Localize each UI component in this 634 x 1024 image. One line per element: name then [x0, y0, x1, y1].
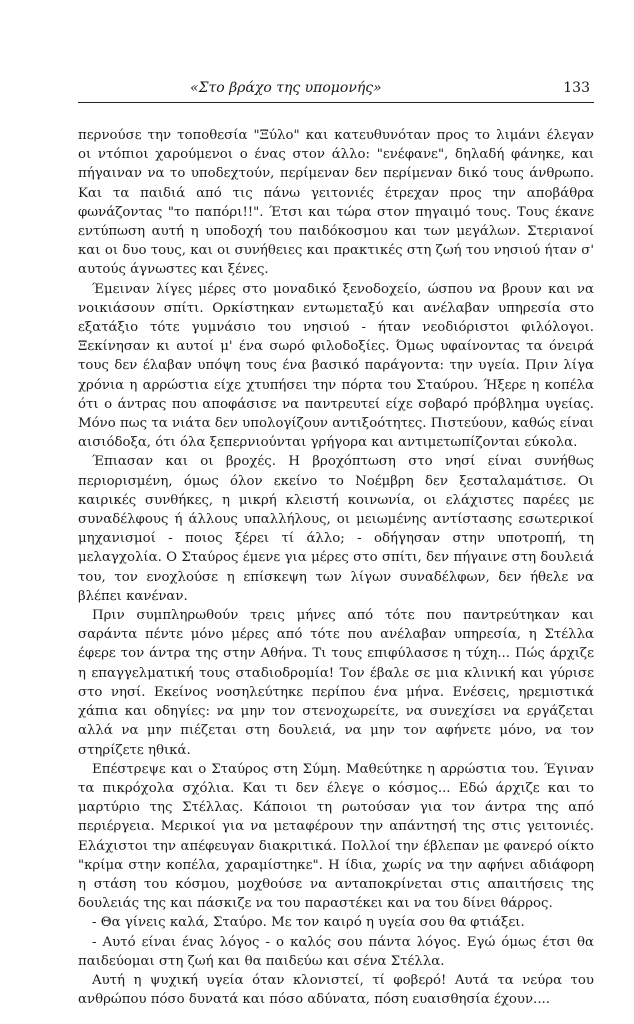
- paragraph: Έπιασαν και οι βροχές. Η βροχόπτωση στο νησί είναι συνήθως περιορισμένη, όμως όλον εκείνο το Νοέμβρη δεν ξεσταλαμάτισε. Οι καιρικές συνθήκες, η μικρή κλειστή κοινωνία, οι ελάχιστες παρέες με συναδέλφους ή άλλους υπαλλήλους, οι μειωμένης αντίστασης εσωτερικοί μηχανισμοί - ποιος ξέρει τί άλλο; - οδήγησαν στην υποτροπή, τη μελαγχολία. Ο Σταύρος έμενε για μέρες στο σπίτι, δεν πήγαινε στη δουλειά του, τον ενοχλούσε η επίσκεψη των λίγων συναδέλφων, δεν ήθελε να βλέπει κανέναν.: [78, 454, 594, 604]
- running-title: «Στο βράχο της υπομονής»: [190, 80, 382, 96]
- page-header: [78, 80, 590, 100]
- body-text: [78, 126, 594, 1009]
- page-number: 133: [563, 80, 590, 96]
- dialogue-line: - Αυτό είναι ένας λόγος - ο καλός σου πάντα λόγος. Εγώ όμως έτσι θα παιδεύομαι στη ζωή και θα παιδεύω και σένα Στέλλα.: [78, 934, 594, 969]
- paragraph: Αυτή η ψυχική υγεία όταν κλονιστεί, τί φοβερό! Αυτά τα νεύρα του ανθρώπου πόσο δυνατά και πόσο αδύνατα, πόση ευαισθησία έχουν....: [78, 972, 594, 1008]
- paragraph: Πριν συμπληρωθούν τρεις μήνες από τότε που παντρεύτηκαν και σαράντα πέντε μόνο μέρες από τότε που ανέλαβαν υπηρεσία, η Στέλλα έφερε τον άντρα της στην Αθήνα. Τι τους επιφύλασσε η τύχη... Πώς άρχιζε η επαγγελματική τους σταδιοδρομία! Τον έβαλε σε μια κλινική και γύρισε στο νησί. Εκείνος νοσηλεύτηκε περίπου ένα μήνα. Ενέσεις, ηρεμιστικά χάπια και οδηγίες: να μην τον στενοχωρείτε, να συνεχίσει να εργάζεται αλλά να μην πιέζεται στη δουλειά, να μην τον αφήνετε μόνο, να τον στηρίζετε ηθικά.: [78, 608, 594, 758]
- paragraph: Έμειναν λίγες μέρες στο μοναδικό ξενοδοχείο, ώσπου να βρουν και να νοικιάσουν σπίτι. Ορκίστηκαν εντωμεταξύ και ανέλαβαν υπηρεσία στο εξατάξιο τότε γυμνάσιο του νησιού - ήταν νεοδιόριστοι φιλόλογοι. Ξεκίνησαν κι αυτοί μ' ένα σωρό φιλοδοξίες. Όμως υφαίνοντας τα όνειρά τους δεν έλαβαν υπόψη τους ένα βασικό παράγοντα: την υγεία. Πριν λίγα χρόνια η αρρώστια είχε χτυπήσει την πόρτα του Σταύρου. Ήξερε η κοπέλα ότι ο άντρας που αποφάσισε να παντρευτεί είχε σοβαρό πρόβλημα υγείας. Μόνο πως τα νιάτα δεν υπολογίζουν αντιξοότητες. Πιστεύουν, καθώς είναι αισιόδοξα, ότι όλα ξεπερνιούνται γρήγορα και αντιμετωπίζονται εύκολα.: [78, 281, 594, 451]
- paragraph: περνούσε την τοποθεσία "Ξύλο" και κατευθυνόταν προς το λιμάνι έλεγαν οι ντόπιοι χαρούμενοι ο ένας στον άλλο: "ενέφανε", δηλαδή φάνηκε, και πήγαιναν να το υποδεχτούν, περίμεναν δεν περίμεναν δικό τους άνθρωπο. Και τα παιδιά από τις πάνω γειτονιές έτρεχαν προς την αποβάθρα φωνάζοντας "το παπόρι!!". Έτσι και τώρα στον πηγαιμό τους. Τους έκανε εντύπωση αυτή η υποδοχή του παιδόκοσμου και των μεγάλων. Στεριανοί και οι δυο τους, και οι συνήθειες και πρακτικές στη ζωή του νησιού ήταν σ' αυτούς άγνωστες και ξένες.: [78, 128, 594, 278]
- header-rule: [78, 102, 594, 103]
- paragraph: Επέστρεψε και ο Σταύρος στη Σύμη. Μαθεύτηκε η αρρώστια του. Έγιναν τα πικρόχολα σχόλια. Και τι δεν έλεγε ο κόσμος... Εδώ άρχιζε και το μαρτύριο της Στέλλας. Κάποιοι τη ρωτούσαν για τον άντρα της από περιέργεια. Μερικοί για να μεταφέρουν την απάντησή της στις γειτονιές. Ελάχιστοι την απέφευγαν διακριτικά. Πολλοί την έβλεπαν με φανερό οίκτο "κρίμα στην κοπέλα, χαραμίστηκε". Η ίδια, χωρίς να την αφήνει αδιάφορη η στάση του κόσμου, μοχθούσε να ανταποκρίνεται στις απαιτήσεις της δουλειάς της και πάσκιζε να του παραστέκει και να του δίνει θάρρος.: [78, 761, 594, 912]
- dialogue-line: - Θα γίνεις καλά, Σταύρο. Με τον καιρό η υγεία σου θα φτιάξει.: [92, 915, 525, 931]
